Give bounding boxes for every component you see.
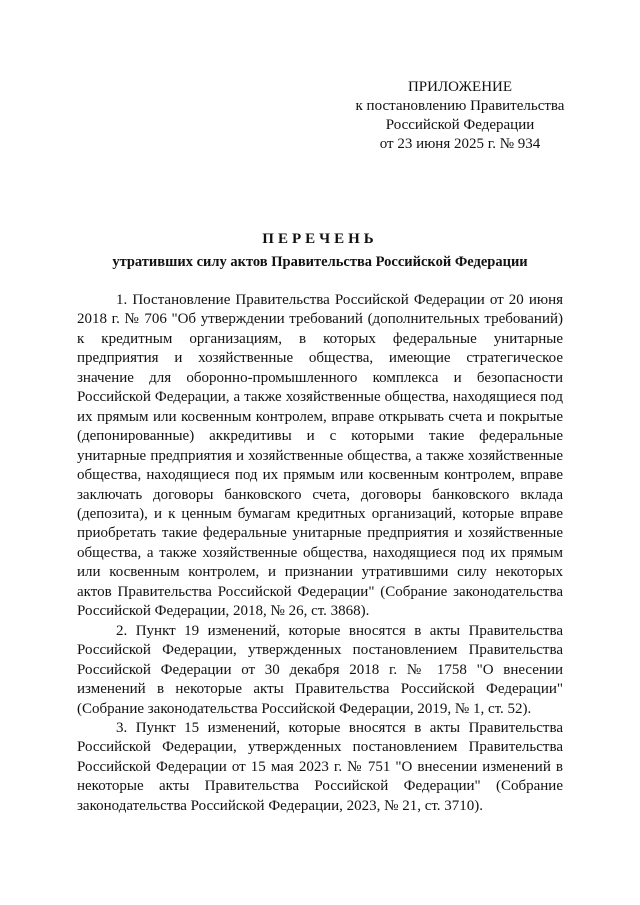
appendix-reference: к постановлению Правительства [355, 98, 565, 114]
appendix-date-number: от 23 июня 2025 г. № 934 [379, 136, 541, 152]
document-title: ПЕРЕЧЕНЬ [262, 231, 378, 247]
appendix-label: ПРИЛОЖЕНИЕ [407, 79, 513, 95]
list-item: 1. Постановление Правительства Российской Федерации от 20 июня 2018 г. № 706 "Об утверждении требований (дополнительных требований) к кредитным организациям, в которых федеральные унитарные предприятия и хозяйственные общества, имеющие стратегическое значение для оборонно-промышленного комплекса и безопасности Российской Федерации, а также хозяйственные общества, находящиеся под их прямым или косвенным контролем, вправе открывать счета и покрытые (депонированные) аккредитивы и с которыми такие федеральные унитарные предприятия и хозяйственные общества, а также хозяйственные общества, находящиеся под их прямым или косвенным контролем, вправе заключать договоры банковского счета, договоры банковского вклада (депозита), и к ценным бумагам кредитных организаций, которые вправе приобретать такие федеральные унитарные предприятия и хозяйственные общества, а также хозяйственные общества, находящиеся под их прямым или косвенным контролем, и признании утратившими силу некоторых актов Правительства Российской Федерации" (Собрание законодательства Российской Федерации, 2018, № 26, ст. 3868). [77, 292, 563, 620]
list-item: 3. Пункт 15 изменений, которые вносятся в акты Правительства Российской Федерации, утвержденных постановлением Правительства Российской Федерации от 15 мая 2023 г. № 751 "О внесении изменений в некоторые акты Правительства Российской Федерации" (Собрание законодательства Российской Федерации, 2023, № 21, ст. 3710). [77, 719, 563, 814]
appendix-header [340, 78, 580, 154]
list-item: 2. Пункт 19 изменений, которые вносятся в акты Правительства Российской Федерации, утвержденных постановлением Правительства Российской Федерации от 30 декабря 2018 г. № 1758 "О внесении изменений в некоторые акты Правительства Российской Федерации" (Собрание законодательства Российской Федерации, 2019, № 1, ст. 52). [77, 622, 563, 717]
appendix-authority: Российской Федерации [385, 117, 535, 133]
document-subtitle: утративших силу актов Правительства Российской Федерации [112, 254, 528, 270]
document-body [77, 291, 563, 816]
